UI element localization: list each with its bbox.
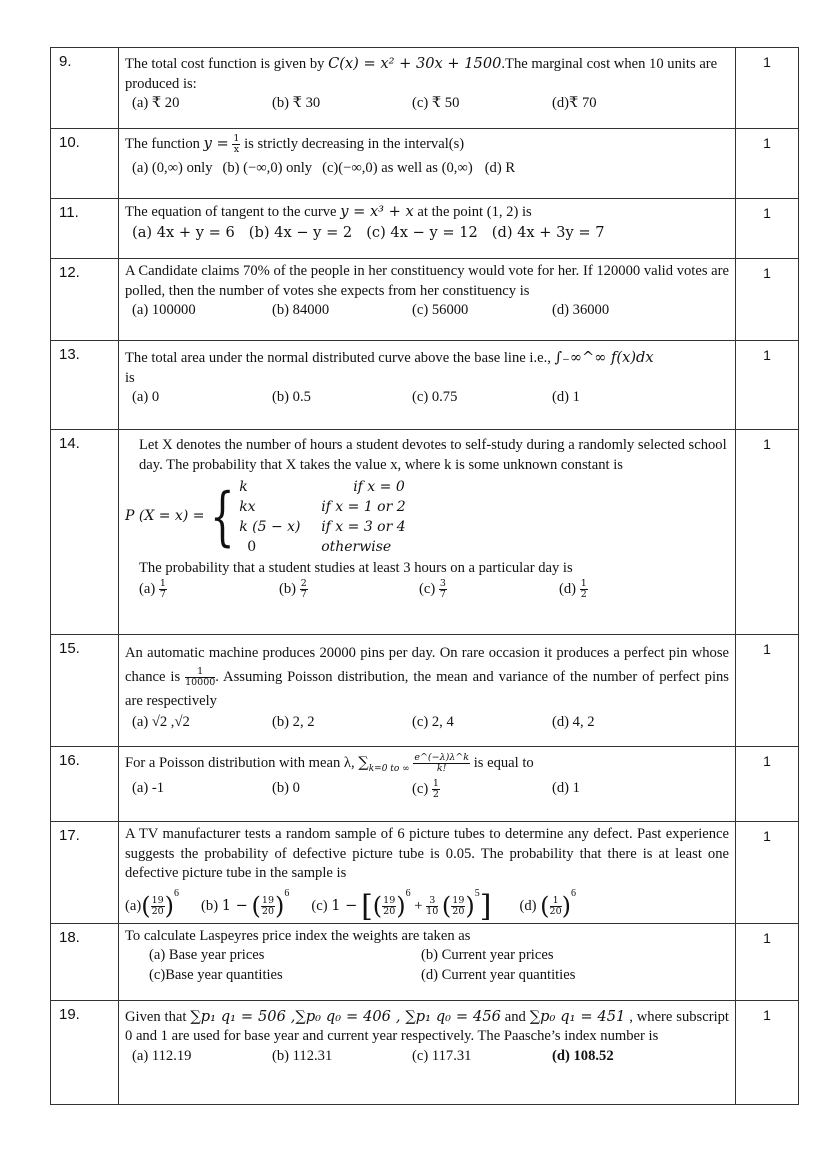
question-marks: 1 [736,48,799,129]
question-row-16 [51,747,799,822]
question-marks: 1 [736,1000,799,1104]
left-brace: { [210,480,236,554]
exponent: 6 [174,887,180,899]
option-a: (a) 4x + y = 6 [132,223,235,241]
fraction [382,896,396,917]
question-stem-before: The equation of tangent to the curve [125,204,341,220]
fraction-denominator: 2 [432,789,439,801]
option-d: (d)₹ 70 [552,95,597,111]
fraction-numerator: 2 [300,577,307,589]
question-stem-before: The function [125,136,204,152]
pmf-definition [125,477,729,557]
option-label: (a) [125,897,142,914]
question-stem-after: . Assuming Poisson distribution, the mean and variance of the number of perfect pins are respectively [125,669,729,709]
option-a: (a) ₹ 20 [132,95,180,111]
case-value: k (5 − x) [239,519,301,535]
question-row-9 [51,48,799,129]
question-body [119,341,736,430]
option-a: (a) (0,∞) only [132,160,213,177]
option-a: (a) -1 [132,780,165,797]
question-row-17 [51,822,799,924]
question-marks: 1 [736,923,799,1000]
option-prefix: 1 − [221,896,248,914]
given-formula: ∑p₁ q₁ = 506 ,∑p₀ q₀ = 406 , ∑p₁ q₀ = 456 [190,1007,501,1025]
question-stem-before: The total area under the normal distributed curve above the base line i.e., [125,350,555,366]
pmf-cases [239,477,441,557]
curve-formula: y = x³ + x [340,203,414,220]
fraction-numerator: 1 [159,577,166,589]
question-body [119,635,736,747]
question-row-18 [51,923,799,1000]
fraction [300,579,308,600]
fraction-numerator: 3 [439,577,446,589]
option-d: (d) 108.52 [552,1047,614,1064]
fraction [550,896,562,917]
option-c: (c) ₹ 50 [412,95,460,111]
option-c [412,779,552,800]
question-body [119,747,736,822]
question-stem-after: at the point (1, 2) is [413,204,532,220]
option-b: (b) 2, 2 [272,714,315,730]
question-body [119,430,736,635]
fraction-numerator: 1 [185,667,215,678]
option-b: (b) 1 − ( $\frac{19}{20}$ )$^6$ [201,887,290,920]
option-label: (c) [419,580,436,597]
question-marks: 1 [736,747,799,822]
option-d: (d) ( $\frac{1}{20}$ )$^6$ [519,887,577,920]
question-marks: 1 [736,635,799,747]
integral-formula: ∫₋∞^∞ f(x)dx [554,349,654,366]
question-body [119,822,736,924]
option-d [559,579,699,600]
question-body [119,1000,736,1104]
fraction-numerator: 3 [426,896,438,907]
and-text: and [500,1008,530,1025]
exponent: 6 [405,887,411,899]
question-body [119,923,736,1000]
fraction [439,579,447,600]
fraction-denominator: x [233,144,240,156]
question-stem-before: The total cost function is given by [125,56,329,72]
fraction-numerator: 19 [151,894,164,906]
question-number: 9. [51,48,119,129]
option-c: (c) 4x − y = 12 [366,223,478,241]
options-list [125,223,729,243]
question-stem-before: An automatic machine produces 20000 pins per day. On rare occasion it produces a perfect pin whose chance is [125,645,729,685]
option-c [419,579,559,600]
question-row-14 [51,430,799,635]
option-d: (d) 1 [552,780,580,797]
option-a: (a) 100000 [132,302,196,318]
case-condition: otherwise [321,539,392,555]
option-d: (d) R [484,160,516,177]
fraction [185,667,215,688]
question-row-13 [51,341,799,430]
fraction-numerator: 1 [432,778,439,790]
fraction-numerator: 19 [261,894,275,906]
pmf-lhs: P (X = x) = [125,508,205,525]
question-number: 19. [51,1000,119,1104]
fraction-numerator: 19 [383,894,396,906]
question-number: 16. [51,747,119,822]
fraction-denominator: k! [436,763,447,775]
fraction [261,896,275,917]
question-number: 13. [51,341,119,430]
option-label: (b) [201,897,219,914]
question-number: 10. [51,129,119,199]
option-c: (c)Base year quantities [149,966,283,983]
case-condition: if x = 1 or 2 [321,499,406,515]
exponent: 6 [571,887,577,899]
option-a: (a) 112.19 [132,1047,192,1064]
question-marks: 1 [736,822,799,924]
fraction [426,896,438,917]
question-body [119,259,736,341]
plus-sign: + [414,897,423,914]
question-marks: 1 [736,341,799,430]
question-stem: To calculate Laspeyres price index the weights are taken as [125,927,471,944]
question-number: 14. [51,430,119,635]
fraction-denominator: 20 [452,905,465,917]
options-list [125,301,729,321]
question-stem-after: is strictly decreasing in the interval(s) [240,136,465,152]
exponent: 5 [474,887,480,899]
question-stem-after: .The marginal cost when 10 units are produced is: [125,56,718,92]
question-stem-after: is [125,369,135,386]
options-list [125,713,729,733]
fraction-numerator: 1 [233,133,240,145]
option-b: (b) 112.31 [272,1047,333,1064]
case-value: 0 [247,539,257,555]
case-value: k [239,479,248,495]
fraction [413,753,470,774]
fraction-numerator: 1 [550,896,562,907]
question-stem-after: , where subscript 0 and 1 are used for base year and current year respectively. The Paasche’s index number is [125,1008,729,1045]
question-stem-after: is equal to [470,755,534,771]
options-list [125,94,729,114]
option-c: (c) 117.31 [412,1047,472,1064]
questions-table [50,47,799,1105]
fraction-denominator: 7 [159,588,166,600]
given-formula-2: ∑p₀ q₁ = 451 [529,1007,626,1025]
options-list [125,579,729,600]
option-b [279,579,419,600]
fraction-numerator: e^(−λ)λ^k [414,752,470,764]
option-a: (a) √2 ,√2 [132,714,190,730]
option-b: (b) 0 [272,780,300,797]
option-b: (b) 0.5 [272,389,311,405]
option-d: (d) Current year quantities [421,966,576,983]
fraction-denominator: 20 [549,905,562,917]
question-marks: 1 [736,430,799,635]
option-a: (a)( $\frac{19}{20}$ )$^6$ [125,887,180,920]
exponent: 6 [284,887,290,899]
option-c: (c)(−∞,0) as well as (0,∞) [322,160,473,177]
option-b: (b) Current year prices [421,947,554,964]
options-list [125,388,729,408]
option-a: (a) 0 [132,389,160,405]
fraction [451,896,465,917]
fraction-denominator: 7 [439,588,446,600]
option-c: (c) 1 − [( $\frac{19}{20}$ )$^6$ + $\frac{3}{10}$ ( $\frac{19}{20}$ )$^5$] [311,887,492,924]
question-row-12 [51,259,799,341]
fraction-denominator: 2 [580,588,587,600]
fraction-denominator: 10000 [185,677,216,689]
option-label: (a) [139,580,156,597]
options-list [125,159,729,179]
option-label: (d) [519,897,537,914]
options-list [125,946,729,985]
question-marks: 1 [736,199,799,259]
option-b: (b) (−∞,0) only [222,160,313,177]
sum-range: k=0 to ∞ [368,763,410,774]
cost-function-formula: C(x) = x² + 30x + 1500 [328,55,502,72]
option-b: (b) ₹ 30 [272,95,321,111]
sum-symbol: ∑ [358,754,369,771]
option-b: (b) 84000 [272,302,330,318]
option-a: (a) Base year prices [149,947,265,964]
option-d: (d) 4, 2 [552,714,595,730]
question-row-19 [51,1000,799,1104]
question-stem-before: For a Poisson distribution with mean λ, [125,755,359,771]
question-number: 18. [51,923,119,1000]
question-body [119,199,736,259]
option-label: (c) [412,781,429,798]
question-stem: Let X denotes the number of hours a student devotes to self-study during a randomly selected school day. The probability that X takes the value x, where k is some unknown constant is [139,437,727,473]
option-d: (d) 4x + 3y = 7 [491,223,605,241]
option-label: (c) [311,897,328,914]
option-c: (c) 56000 [412,302,469,318]
case-condition: if x = 3 or 4 [321,519,406,535]
fraction [432,779,440,800]
option-c: (c) 0.75 [412,389,458,405]
question-row-15 [51,635,799,747]
fraction-denominator: 10 [426,905,439,917]
case-value: kx [239,499,256,515]
question-number: 12. [51,259,119,341]
function-lhs: y = [203,135,229,152]
question-body [119,129,736,199]
question-stem: A Candidate claims 70% of the people in her constituency would vote for her. If 120000 valid votes are polled, then the number of votes she expects from her constituency is [125,263,729,299]
question-body [119,48,736,129]
fraction [151,896,165,917]
question-number: 17. [51,822,119,924]
option-label: (d) [559,580,577,597]
fraction [580,579,588,600]
fraction-numerator: 19 [452,894,465,906]
question-row-10 [51,129,799,199]
option-d: (d) 36000 [552,302,610,318]
question-stem-before: Given that [125,1008,191,1025]
option-prefix: 1 − [331,896,358,914]
question-stem: A TV manufacturer tests a random sample of 6 picture tubes to determine any defect. Past experience suggests the probability of defective picture tube is 0.05. The probability that there is at least one defective picture tube in the sample is [125,826,729,881]
options-list [125,884,729,924]
fraction [159,579,167,600]
option-a [139,579,279,600]
case-condition: if x = 0 [353,479,405,495]
options-list [125,779,729,800]
question-number: 15. [51,635,119,747]
fraction-denominator: 20 [383,905,396,917]
options-list [125,1047,729,1067]
fraction-denominator: 20 [261,905,275,917]
option-c: (c) 2, 4 [412,714,454,730]
question-marks: 1 [736,129,799,199]
option-label: (b) [279,580,297,597]
fraction-numerator: 1 [580,577,587,589]
option-b: (b) 4x − y = 2 [248,223,353,241]
question-row-11 [51,199,799,259]
fraction-denominator: 20 [151,905,164,917]
question-number: 11. [51,199,119,259]
option-d: (d) 1 [552,389,580,405]
question-text: The probability that a student studies at least 3 hours on a particular day is [139,560,573,576]
question-marks: 1 [736,259,799,341]
fraction-denominator: 7 [300,588,307,600]
